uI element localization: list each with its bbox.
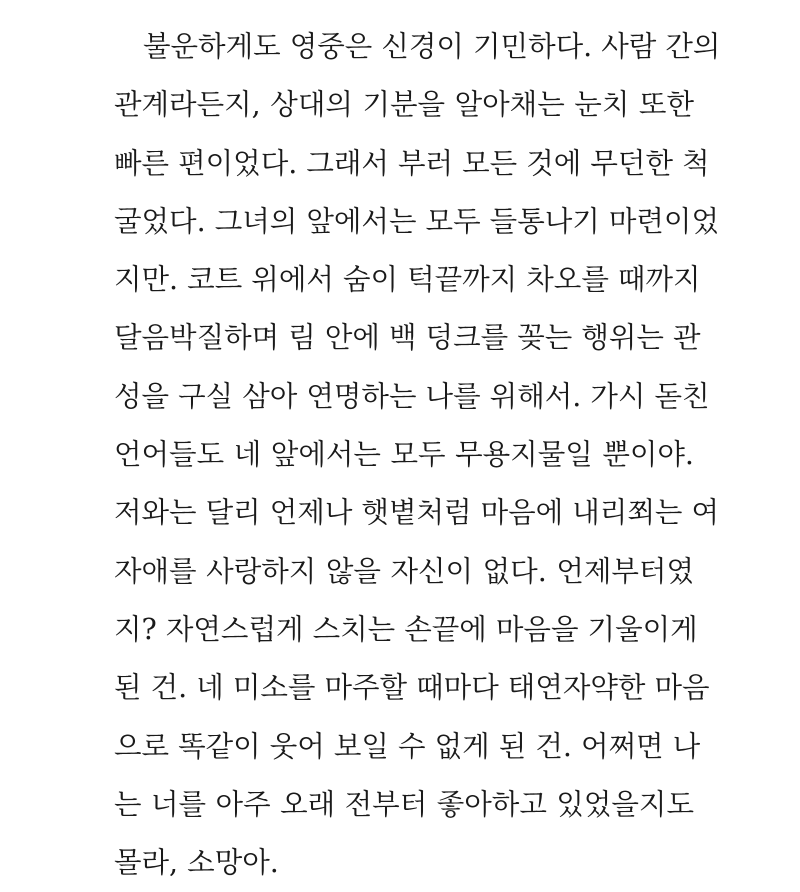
text-line: 자애를 사랑하지 않을 자신이 없다. 언제부터였 [114,554,694,588]
text-line: 굴었다. 그녀의 앞에서는 모두 들통나기 마련이었 [114,204,719,238]
text-line: 성을 구실 삼아 연명하는 나를 위해서. 가시 돋친 [114,379,710,413]
text-line: 불운하게도 영중은 신경이 기민하다. 사람 간의 [143,30,721,63]
text-line: 는 너를 아주 오래 전부터 좋아하고 있었을지도 [114,787,694,821]
text-line: 달음박질하며 림 안에 백 덩크를 꽂는 행위는 관 [114,321,701,355]
text-line: 지? 자연스럽게 스치는 손끝에 마음을 기울이게 [114,612,698,646]
text-line: 으로 똑같이 웃어 보일 수 없게 된 건. 어쩌면 나 [114,729,701,763]
text-line: 언어들도 네 앞에서는 모두 무용지물일 뿐이야. [114,438,694,472]
paragraph [114,18,721,892]
text-line: 저와는 달리 언제나 햇볕처럼 마음에 내리쬐는 여 [114,496,719,530]
text-line: 빠른 편이었다. 그래서 부러 모든 것에 무던한 척 [114,146,710,180]
text-line: 된 건. 네 미소를 마주할 때마다 태연자약한 마음 [114,671,710,705]
text-line: 지만. 코트 위에서 숨이 턱끝까지 차오를 때까지 [114,263,701,297]
text-line: 관계라든지, 상대의 기분을 알아채는 눈치 또한 [114,88,694,122]
text-line-last: 몰라, 소망아. [114,846,279,880]
